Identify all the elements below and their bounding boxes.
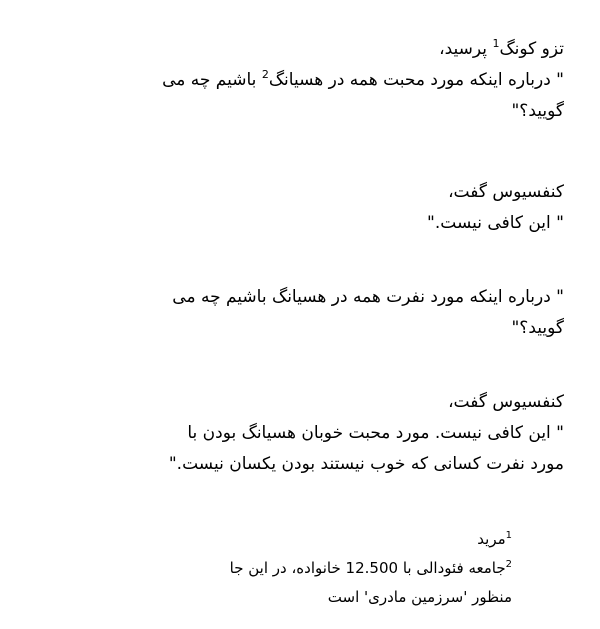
passage-question-love — [94, 34, 564, 127]
footnote — [112, 525, 512, 554]
passage-line — [94, 65, 564, 96]
footnote-reference: 2 — [261, 68, 269, 81]
reply-line: مورد نفرت کسانی که خوب نیستند بودن یکسان نیست." — [168, 454, 564, 474]
question-line: " درباره اینکه مورد نفرت همه در هسیانگ باشیم چه می — [172, 287, 564, 307]
footnote — [112, 583, 512, 612]
speaker-verb: پرسید، — [439, 39, 493, 59]
footnote-text: مرید — [477, 530, 506, 548]
footnote-reference: 1 — [492, 37, 500, 50]
passage-line — [94, 34, 564, 65]
footnote-text: منظور 'سرزمین مادری' است — [327, 588, 512, 606]
footnote — [112, 554, 512, 583]
reply-line: " این کافی نیست. مورد محبت خوبان هسیانگ بودن با — [187, 423, 564, 443]
passage-reply-2 — [94, 387, 564, 480]
passage-reply-1 — [94, 177, 564, 239]
passage-question-hate — [94, 282, 564, 344]
question-line: گویید؟" — [511, 318, 564, 338]
passage-line: گویید؟" — [511, 101, 564, 121]
footnote-mark: 1 — [505, 530, 512, 541]
speaker-line: کنفسیوس گفت، — [448, 392, 564, 412]
reply-line: " این کافی نیست." — [427, 213, 564, 233]
question-text: " درباره اینکه مورد محبت همه در هسیانگ — [268, 70, 564, 90]
footnotes — [112, 525, 512, 612]
footnote-mark: 2 — [505, 559, 512, 570]
speaker-name: تزو کونگ — [499, 39, 564, 59]
speaker-line: کنفسیوس گفت، — [448, 182, 564, 202]
question-text: باشیم چه می — [162, 70, 262, 90]
footnote-text: جامعه فئودالی با 12.500 خانواده، در این جا — [229, 559, 506, 577]
